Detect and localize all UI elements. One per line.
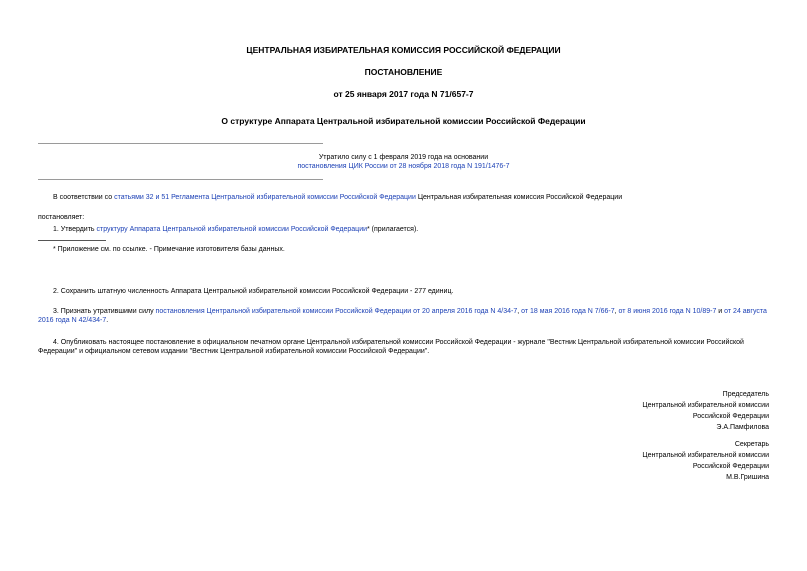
divider-bottom xyxy=(38,179,323,180)
item-2: 2. Сохранить штатную численность Аппарата Центральной избирательной комиссии Российской Федерации - 277 единиц. xyxy=(53,288,454,295)
preamble-text-end: Центральная избирательная комиссия Российской Федерации xyxy=(415,194,623,201)
signature-name: Э.А.Памфилова xyxy=(716,424,769,431)
item-1-link[interactable]: структуру Аппарата Центральной избирательной комиссии Российской Федерации xyxy=(96,226,368,233)
status-note-text: Утратило силу с 1 февраля 2019 года на основании xyxy=(318,154,489,161)
item-3 xyxy=(38,307,770,325)
item-3-sep-2: , xyxy=(614,308,619,315)
signature-role: Председатель xyxy=(722,391,769,398)
signature-block-secretary xyxy=(642,440,769,484)
document-date-number: от 25 января 2017 года N 71/657-7 xyxy=(333,89,474,99)
divider-top xyxy=(38,143,323,144)
status-note xyxy=(0,153,807,171)
document-title: О структуре Аппарата Центральной избирательной комиссии Российской Федерации xyxy=(221,116,586,126)
item-3-link-4[interactable]: от 24 августа 2016 года N 42/434-7 xyxy=(38,308,767,324)
signature-name: М.В.Гришина xyxy=(726,474,769,481)
item-1-text-end: * (прилагается). xyxy=(367,226,419,233)
item-3-link-2[interactable]: от 18 мая 2016 года N 7/66-7 xyxy=(521,308,615,315)
item-3-link-3[interactable]: от 8 июня 2016 года N 10/89-7 xyxy=(618,308,717,315)
signature-org: Российской Федерации xyxy=(692,413,769,420)
document-type: ПОСТАНОВЛЕНИЕ xyxy=(364,67,443,77)
status-note-link[interactable]: постановления ЦИК России от 28 ноября 2018 года N 191/1476-7 xyxy=(297,163,510,170)
signature-org: Центральной избирательной комиссии xyxy=(642,402,769,409)
footnote-divider xyxy=(38,240,106,241)
preamble-link[interactable]: статьями 32 и 51 Регламента Центральной избирательной комиссии Российской Федерации xyxy=(114,194,416,201)
item-3-sep-3: и xyxy=(716,308,725,315)
organization-title: ЦЕНТРАЛЬНАЯ ИЗБИРАТЕЛЬНАЯ КОМИССИЯ РОССИЙСКОЙ ФЕДЕРАЦИИ xyxy=(246,45,561,55)
item-3-end: . xyxy=(106,317,109,324)
preamble-text: В соответствии со xyxy=(53,194,115,201)
resolves-label: постановляет: xyxy=(38,214,85,221)
item-3-link-1[interactable]: постановления Центральной избирательной комиссии Российской Федерации от 20 апреля 2016 года N 4/34-7 xyxy=(155,308,518,315)
item-4: 4. Опубликовать настоящее постановление в официальном печатном органе Центральной избирательной комиссии Российской Федерации - журнале "Вестник Центральной избирательной комиссии Российской Федерации" и официальном сетевом издании "Вестник Центральной избирательной комиссии Российской Федерации". xyxy=(38,339,744,355)
footnote: * Приложение см. по ссылке. - Примечание изготовителя базы данных. xyxy=(53,246,285,253)
item-3-text: 3. Признать утратившими силу xyxy=(53,308,156,315)
preamble-paragraph xyxy=(38,193,770,202)
signature-block-chair xyxy=(642,390,769,434)
item-3-sep-1: , xyxy=(517,308,522,315)
signature-role: Секретарь xyxy=(734,441,769,448)
item-1-text: 1. Утвердить xyxy=(53,226,97,233)
item-1 xyxy=(38,225,770,234)
signature-org: Центральной избирательной комиссии xyxy=(642,452,769,459)
signature-org: Российской Федерации xyxy=(692,463,769,470)
